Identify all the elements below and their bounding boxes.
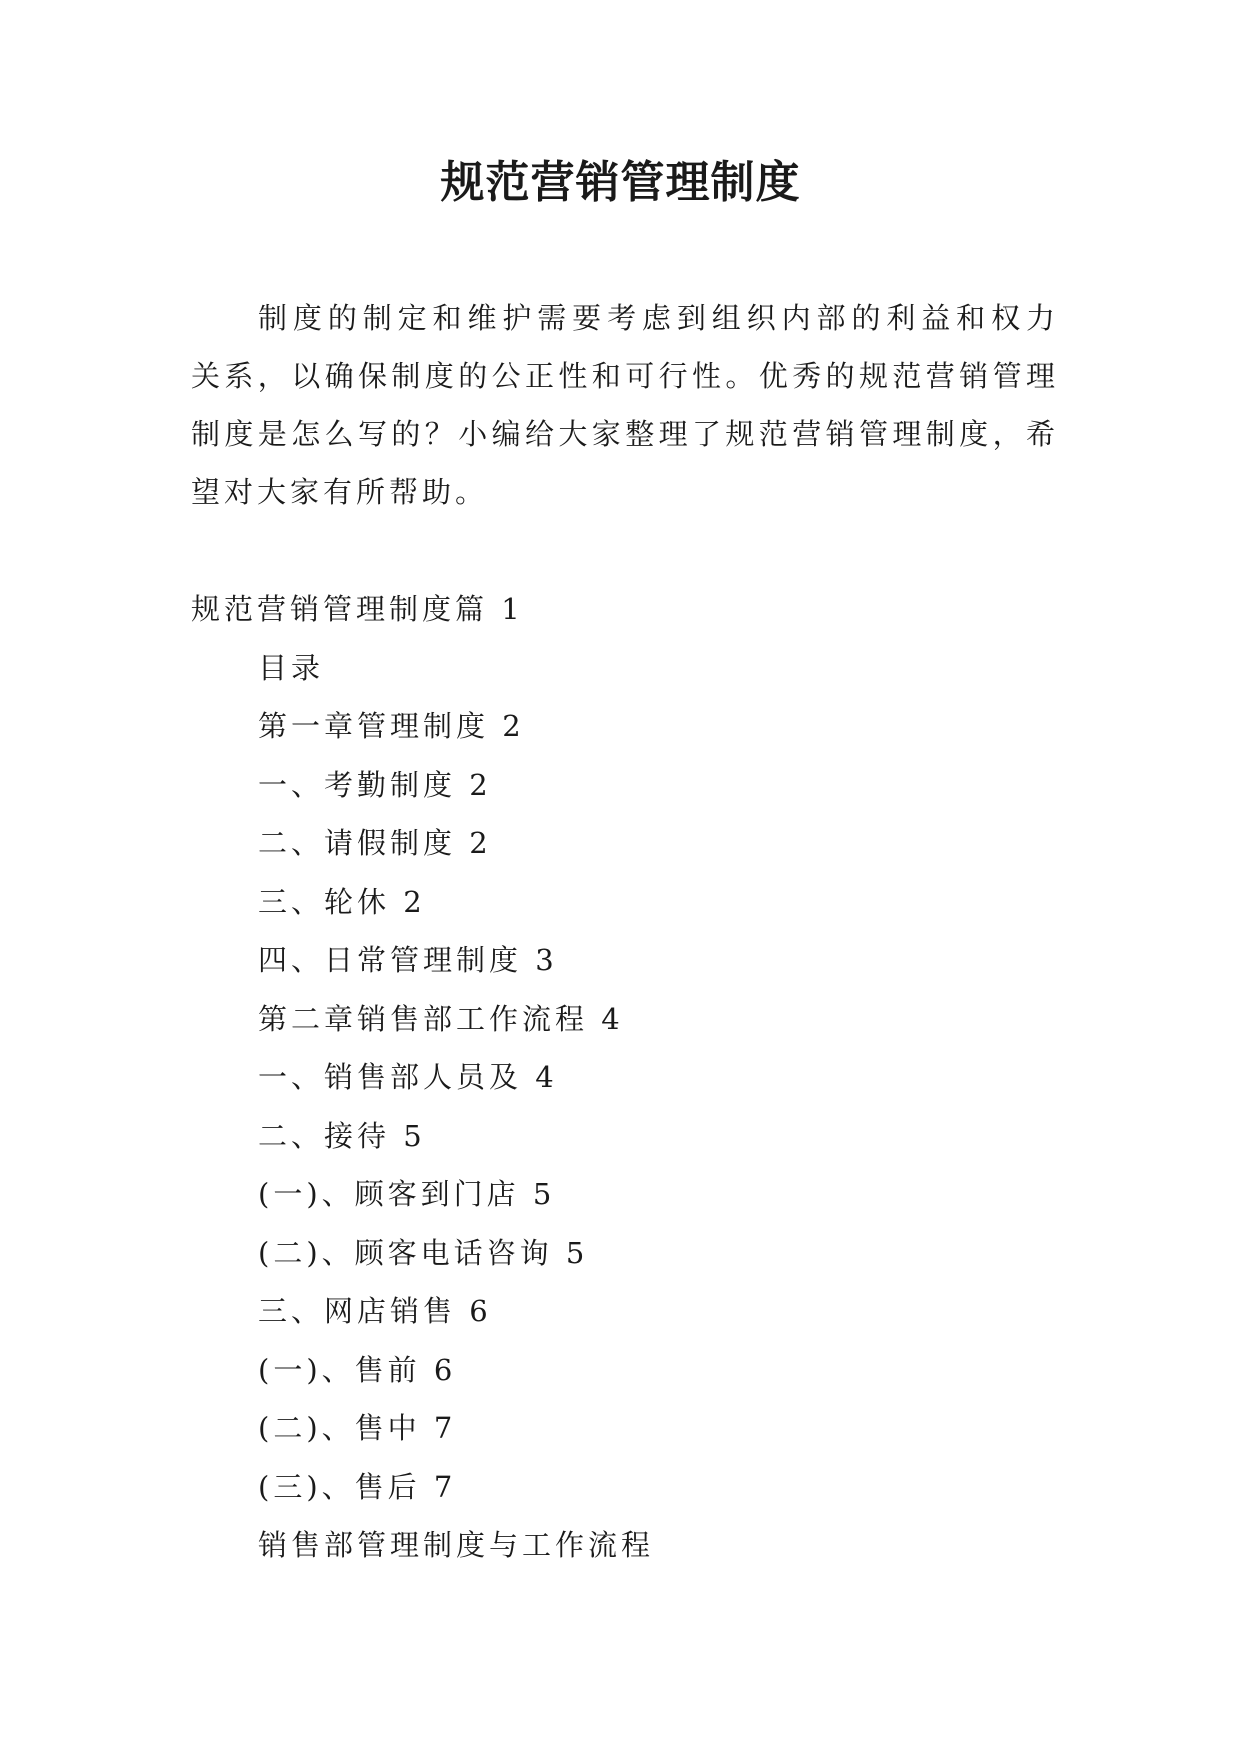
content-block: [191, 580, 1055, 1575]
toc-item: 第一章管理制度 2: [258, 709, 525, 743]
toc-item: 二、请假制度 2: [258, 826, 492, 860]
toc-label: 目录: [258, 650, 325, 685]
toc-item: (一)、售前 6: [258, 1352, 457, 1387]
toc-item: (一)、顾客到门店 5: [258, 1177, 556, 1211]
toc-item: 第二章销售部工作流程 4: [258, 1001, 624, 1036]
toc-item: 三、轮休 2: [258, 884, 426, 919]
toc-item: 二、接待 5: [258, 1118, 426, 1153]
intro-line: 制度是怎么写的？小编给大家整理了规范营销管理制度，希: [191, 417, 1055, 451]
toc-item: (三)、售后 7: [258, 1469, 457, 1504]
toc-item: 一、销售部人员及 4: [258, 1060, 558, 1094]
intro-line: 望对大家有所帮助。: [191, 475, 489, 509]
toc-item: (二)、售中 7: [258, 1411, 457, 1445]
intro-line: 关系，以确保制度的公正性和可行性。优秀的规范营销管理: [191, 359, 1055, 393]
section-heading: 规范营销管理制度篇 1: [191, 592, 524, 626]
toc-item: 四、日常管理制度 3: [258, 943, 558, 977]
intro-paragraph: [191, 289, 1055, 521]
toc-item: 三、网店销售 6: [258, 1294, 492, 1328]
body-heading: 销售部管理制度与工作流程: [258, 1528, 655, 1562]
intro-line: 制度的制定和维护需要考虑到组织内部的利益和权力: [258, 301, 1055, 335]
toc-item: 一、考勤制度 2: [258, 767, 492, 802]
toc-item: (二)、顾客电话咨询 5: [258, 1235, 589, 1270]
document-title: 规范营销管理制度: [440, 157, 801, 208]
